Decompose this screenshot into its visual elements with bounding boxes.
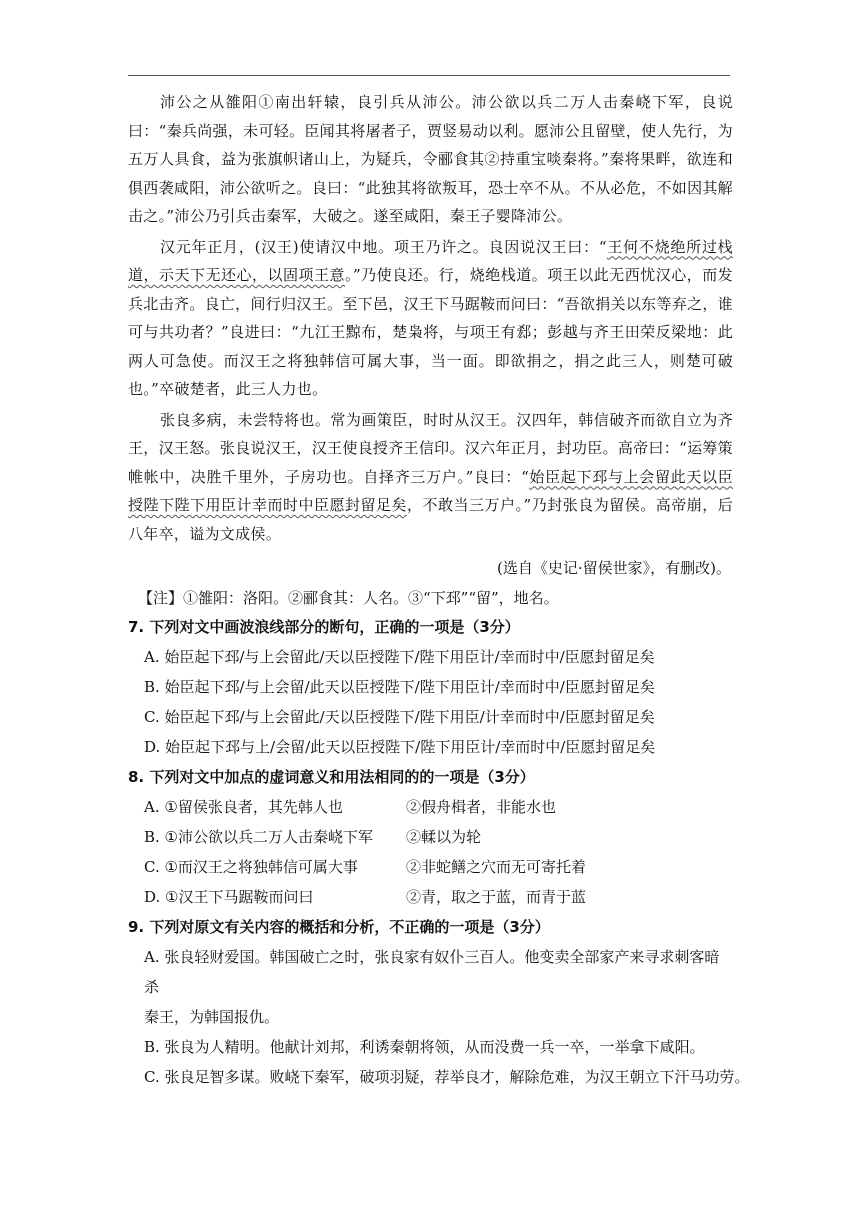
option-d-sentence-1: D. ①汉王下马踞鞍而问曰: [144, 888, 314, 906]
question-9-option-a-line-2: 秦王，为韩国报仇。: [144, 1008, 280, 1026]
question-8-option-a: [144, 792, 733, 822]
annotation-note: 【注】①雒阳：洛阳。②郦食其：人名。③“下邳”“留”，地名。: [138, 589, 559, 607]
wavy-underlined-text-2: 始臣起下邳与上会留此天以臣授陛下陛下用臣计幸而时中臣愿封留足矣: [128, 467, 733, 514]
passage-paragraph-3-start: 张良多病，未尝特将也。常为画策臣，时时从汉王。汉四年，韩信破齐而欲自立为齐王，汉王怒。张良说汉王，汉王使良授齐王信印。汉六年正月，封功臣。高帝曰：“运筹策帷帐中，决胜千里外，子房功也。自择齐三万户。”良曰：“: [128, 410, 733, 486]
option-b-sentence-2: ②輮以为轮: [406, 828, 482, 846]
passage-paragraph-2: [128, 233, 733, 404]
question-8-option-b: [144, 822, 733, 852]
question-7-option-a: A. 始臣起下邳/与上会留此/天以臣授陛下/陛下用臣计/幸而时中/臣愿封留足矣: [144, 648, 655, 666]
question-7-option-c: C. 始臣起下邳/与上会留此/天以臣授陛下/陛下用臣/计幸而时中/臣愿封留足矣: [144, 708, 655, 726]
option-d-sentence-2: ②青，取之于蓝，而青于蓝: [406, 888, 587, 906]
option-a-sentence-1: A. ①留侯张良者，其先韩人也: [144, 798, 343, 816]
question-9-option-c: C. 张良足智多谋。败峣下秦军，破项羽疑，荐举良才，解除危难，为汉王朝立下汗马功劳。: [144, 1068, 750, 1086]
question-9-option-a: [144, 942, 733, 1032]
question-7-title: 7. 下列对文中画波浪线部分的断句，正确的一项是（3分）: [128, 618, 520, 636]
source-citation: (选自《史记·留侯世家》，有删改)。: [497, 559, 731, 577]
header-rule: [128, 75, 730, 76]
passage-paragraph-2-start: 汉元年正月，(汉王)使请汉中地。项王乃许之。良因说汉王曰：“: [160, 237, 607, 256]
passage-paragraph-1: 沛公之从雒阳①南出轩辕，良引兵从沛公。沛公欲以兵二万人击秦峣下军，良说曰：“秦兵尚强，未可轻。臣闻其将屠者子，贾竖易动以利。愿沛公且留壁，使人先行，为五万人具食，益为张旗帜诸山上，为疑兵，令郦食其②持重宝啖秦将。”秦将果畔，欲连和俱西袭咸阳，沛公欲听之。良曰：“此独其将欲叛耳，恐士卒不从。不从必危，不如因其解击之。”沛公乃引兵击秦军，大破之。遂至咸阳，秦王子婴降沛公。: [128, 93, 733, 225]
question-9-option-b: B. 张良为人精明。他献计刘邦，利诱秦朝将领，从而没费一兵一卒，一举拿下咸阳。: [144, 1038, 705, 1056]
wavy-underlined-text-1: 王何不烧绝所过栈道，示天下无还心，以固项王意: [128, 237, 733, 284]
passage-paragraph-3-end: ，不敢当三万户。”乃封张良为留侯。高帝崩，后八年卒，谥为文成侯。: [128, 496, 733, 543]
question-7-option-b: B. 始臣起下邳/与上会留/此天以臣授陛下/陛下用臣计/幸而时中/臣愿封留足矣: [144, 678, 655, 696]
question-8-title: 8. 下列对文中加点的虚词意义和用法相同的的一项是（3分）: [128, 768, 535, 786]
question-8-option-c: [144, 852, 733, 882]
document-page: [128, 88, 750, 1092]
option-b-sentence-1: B. ①沛公欲以兵二万人击秦峣下军: [144, 828, 374, 846]
option-c-sentence-2: ②非蛇鳝之穴而无可寄托着: [406, 858, 587, 876]
question-8-option-d: [144, 882, 733, 912]
question-9-title: 9. 下列对原文有关内容的概括和分析，不正确的一项是（3分）: [128, 918, 550, 936]
option-c-sentence-1: C. ①而汉王之将独韩信可属大事: [144, 858, 358, 876]
question-9-option-a-line-1: A. 张良轻财爱国。韩国破亡之时，张良家有奴仆三百人。他变卖全部家产来寻求刺客暗杀: [144, 948, 720, 996]
question-7-option-d: D. 始臣起下邳与上/会留/此天以臣授陛下/陛下用臣计/幸而时中/臣愿封留足矣: [144, 738, 656, 756]
passage-paragraph-3: [128, 406, 733, 549]
option-a-sentence-2: ②假舟楫者，非能水也: [406, 798, 557, 816]
passage-paragraph-2-end: 。”乃使良还。行，烧绝栈道。项王以此无西忧汉心，而发兵北击齐。良亡，间行归汉王。至下邑，汉王下马踞鞍而问曰：“吾欲捐关以东等弃之，谁可与共功者？”良进曰：“九江王黥布，楚枭将，与项王有郄；彭越与齐王田荣反梁地：此两人可急使。而汉王之将独韩信可属大事，当一面。即欲捐之，捐之此三人，则楚可破也。”卒破楚者，此三人力也。: [128, 266, 733, 398]
